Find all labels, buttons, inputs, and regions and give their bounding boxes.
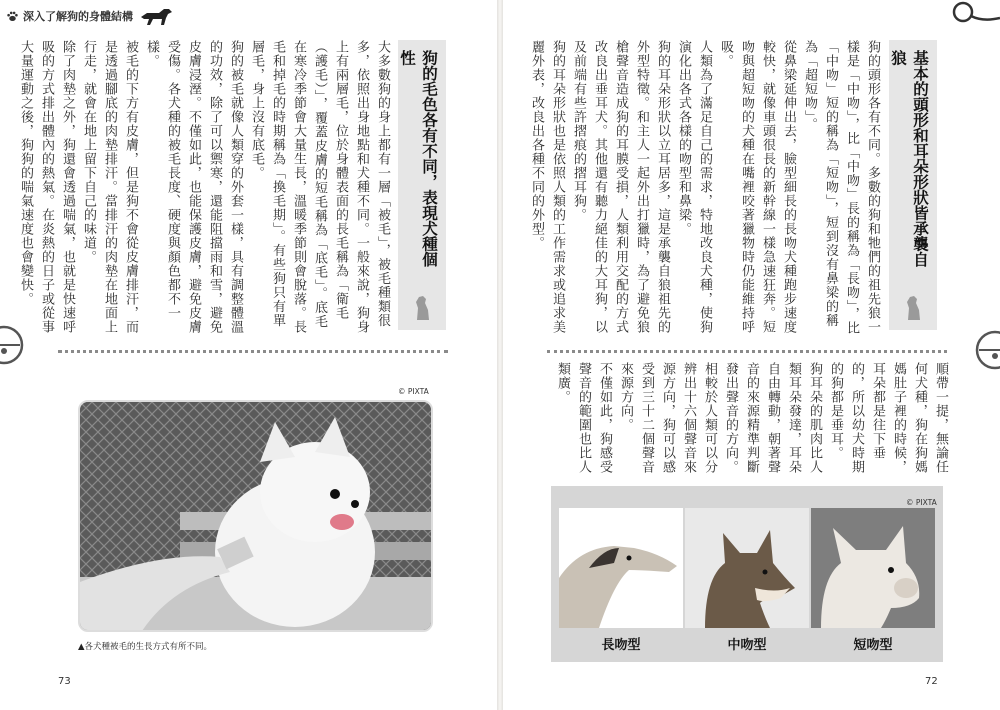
paragraph: 狗的耳朵形狀以立耳居多，這是承襲自狼祖先的外型特徵。和主人一起外出打獵時，為了避免狼槍聲音造成狗的耳膜受損，人類利用交配的方式改良出垂耳犬。其他還有聽力絕佳的大耳狗，以及前端有些許摺痕的摺耳狗。 — [571, 40, 670, 334]
photo-caption: ▲各犬種被毛的生長方式有所不同。 — [78, 642, 213, 652]
dotted-divider — [547, 350, 947, 353]
medium-muzzle-dog-photo — [685, 508, 809, 628]
paragraph: 順帶一提，無論任何犬種，狗在狗媽媽肚子裡的時候，耳朵都是往下垂的，所以幼犬時期的狗都是垂耳。 — [828, 362, 948, 474]
paragraph: 狗的被毛就像人類穿的外套一樣，具有調整體溫的功效，除了可以禦寒，還能阻擋雨和雪，避免皮膚浸溼。不僅如此，也能保護皮膚，避免皮膚受傷。各犬種的被毛長度、硬度與顏色都不一樣。 — [144, 40, 243, 334]
short-muzzle-label: 短吻型 — [853, 638, 893, 653]
paragraph: 被毛的下方有皮膚，但是狗不會從皮膚排汗，而是透過腳底的肉墊排汗。當排汗的肉墊在地面上行走，就會在地上留下自己的味道。 — [81, 40, 138, 334]
long-muzzle-label: 長吻型 — [601, 638, 641, 653]
bell-icon — [0, 323, 26, 367]
left-page — [0, 0, 497, 710]
dog-photo — [78, 400, 433, 632]
page-header — [6, 6, 177, 26]
bell-icon — [973, 328, 1000, 372]
photo-credit: © PIXTA — [906, 498, 937, 507]
paw-print-icon — [6, 10, 19, 23]
short-muzzle-dog-photo — [811, 508, 935, 628]
running-dog-icon — [137, 5, 177, 27]
paragraph: 狗的頭形各有不同。多數的狗和牠們的祖先狼一樣是「中吻」，比「中吻」長的稱為「長吻」，比「中吻」短的稱為「短吻」，短到沒有鼻梁的稱為「超短吻」。 — [802, 40, 880, 335]
paragraph: 不僅如此，狗感受聲音的範圍也比人類廣。 — [555, 362, 612, 474]
photo-credit: © PIXTA — [398, 387, 429, 396]
paragraph: 狗耳朵的肌肉比人類耳朵發達，耳朵自由轉動，朝著聲音的來源精準判斷發出聲音的方向。相較於人類可以分辨出十六個聲音來源方向，狗可以感受到三十二個聲音來源方向。 — [618, 362, 822, 474]
paragraph: 除了肉墊之外，狗還會透過喘氣，也就是快速呼吸的方式排出體內的熱氣。在炎熱的日子或從事大量運動之後，狗狗的喘氣速度也會變快。 — [18, 40, 75, 334]
right-page — [503, 0, 1000, 710]
long-muzzle-dog-photo — [559, 508, 683, 628]
section-heading: 基本的頭形和耳朵形狀皆承襲自狼 — [889, 40, 937, 330]
paragraph: 從鼻梁延伸出去，臉型細長的長吻犬種跑步速度較快，就像車頭很長的新幹線一樣急速狂奔。短吻與超短吻的犬種在嘴裡咬著獵物時仍能維持呼吸。 — [718, 40, 796, 334]
paragraph: 人類為了滿足自己的需求，特地改良犬種，使狗演化出各式各樣的吻型和鼻梁。 — [676, 40, 712, 334]
decorative-ring-icon — [943, 0, 1000, 30]
body-text — [18, 40, 393, 335]
medium-muzzle-label: 中吻型 — [727, 638, 767, 653]
section-heading: 狗的毛色各有不同，表現犬種個性 — [398, 40, 446, 330]
header-title: 深入了解狗的身體結構 — [23, 10, 133, 23]
dotted-divider — [58, 350, 448, 353]
body-text-top — [529, 40, 883, 335]
paragraph: 狗的耳朵形狀也是依照人類的工作需求或追求美麗外表，改良出各種不同的外型。 — [529, 40, 565, 334]
body-text-bottom — [555, 362, 951, 474]
page-number: 73 — [58, 676, 71, 687]
sitting-dog-icon — [411, 292, 433, 322]
page-number: 72 — [925, 676, 938, 687]
paragraph: 大多數狗的身上都有一層「被毛」，被毛種類很多，依照出身地點和犬種不同。一般來說，狗身上有兩層毛，位於身體表面的長毛稱為「衛毛（護毛）」，覆蓋皮膚的短毛稱為「底毛」。底毛在寒冷季節會大量生長，溫暖季節則會脫落。長毛和掉毛的時期稱為「換毛期」。有些狗只有單層毛，身上沒有底毛。 — [249, 40, 390, 334]
sitting-dog-icon — [902, 292, 924, 322]
